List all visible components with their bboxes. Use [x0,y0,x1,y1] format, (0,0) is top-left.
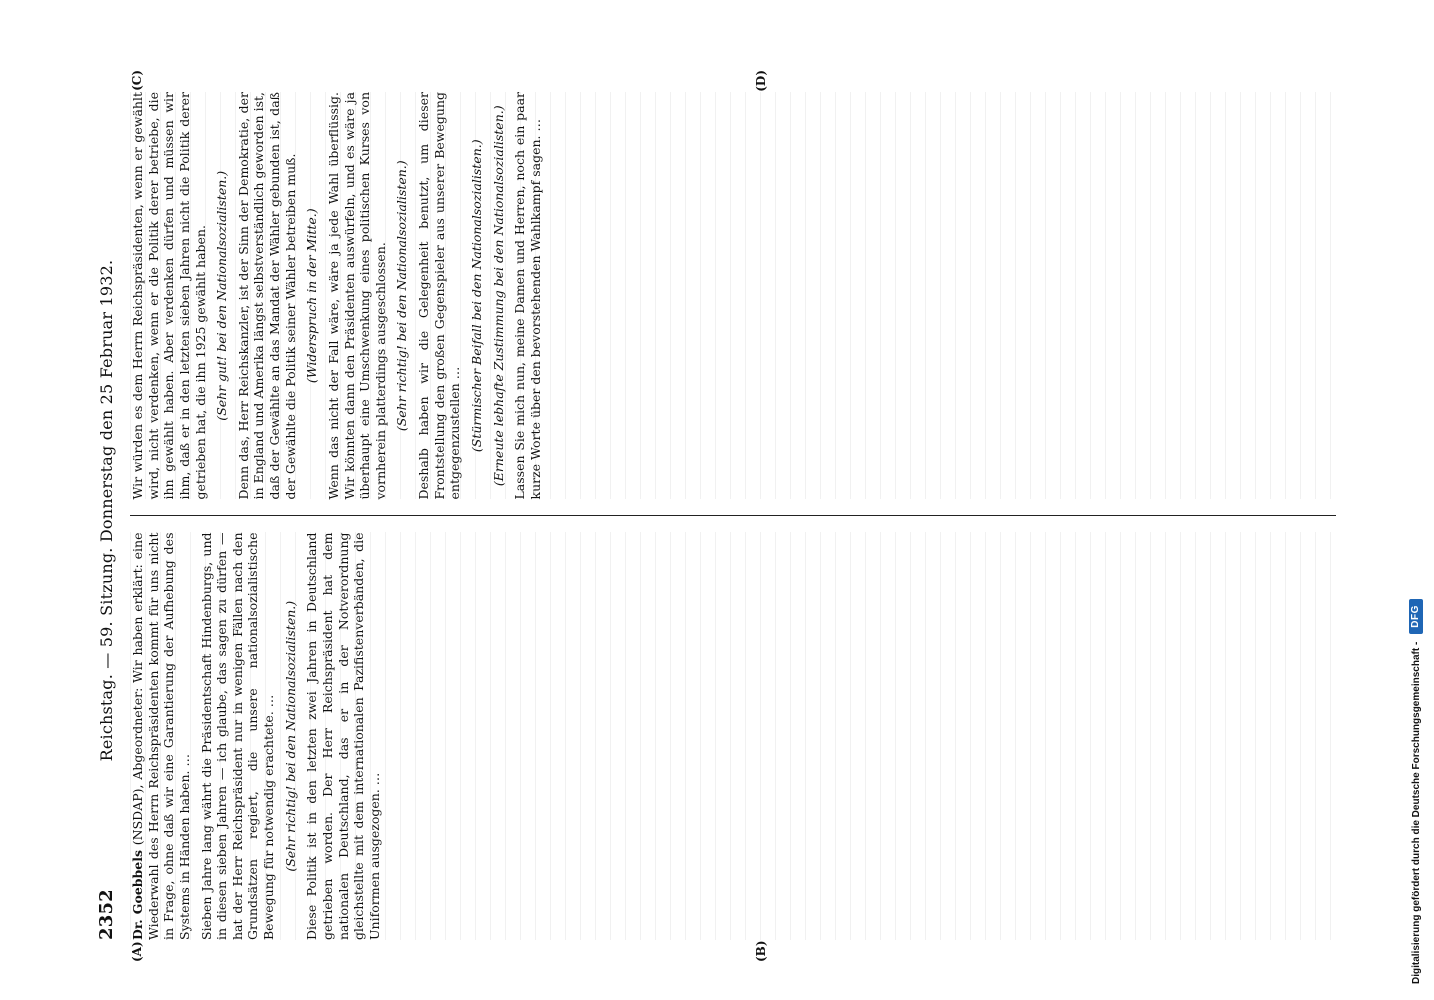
rotated-document [86,70,1336,962]
right-interjection-2 [304,92,320,500]
right-paragraph-3 [326,92,389,500]
dfg-badge: DFG [1409,599,1423,634]
right-interjection-1 [214,92,230,500]
interjection-text: (Widerspruch in der Mitte.) [304,208,320,384]
interjection-text: (Sehr richtig! bei den Nationalsozialisten.) [282,600,298,872]
two-column-body [130,70,1336,962]
left-column [130,532,1336,962]
dfg-notice-text: Digitalisierung gefördert durch die Deutsche Forschungsgemeinschaft - [1410,641,1422,984]
right-paragraph-4 [416,92,463,500]
interjection-text: (Sehr gut! bei den Nationalsozialisten.) [214,170,230,421]
paragraph-text: Lassen Sie mich nun, meine Damen und Herren, noch ein paar kurze Worte über den bevorstehenden Wahlkampf sagen. … [512,92,543,500]
interjection-text: (Sehr richtig! bei den Nationalsozialisten.) [394,160,410,432]
paragraph-text: Denn das, Herr Reichskanzler, ist der Sinn der Demokratie, der in England und Amerika längst selbstverständlich geworden ist, daß der Gewählte an das Mandat der Wähler gebunden ist, daß der Gewählte die Politik seiner Wähler betreiben muß. [235,92,298,500]
interjection-text: (Erneute lebhafte Zustimmung bei den Nationalsozialisten.) [490,105,506,487]
right-interjection-5 [491,92,507,500]
dfg-vertical-notice [1406,14,1426,984]
right-interjection-4 [469,92,485,500]
right-column [130,70,1336,500]
right-interjection-3 [394,92,410,500]
left-paragraph-2 [199,533,277,941]
speaker-name: Dr. Goebbels [130,850,145,940]
left-paragraph-3 [304,533,382,941]
margin-label-c: (C) [130,70,144,91]
right-paragraph-5 [512,92,543,500]
paragraph-text: Wenn das nicht der Fall wäre, wäre ja jede Wahl überflüssig. Wir könnten dann den Präsidenten auswürfeln, und es wäre ja überhaupt eine Umschwenkung eines politischen Kurses von vornherein platterdings ausgeschlossen. [325,92,388,500]
page-header [86,92,126,940]
page-number: 2352 [95,889,117,940]
margin-label-a: (A) [130,941,144,962]
paragraph-text: Wir würden es dem Herrn Reichspräsidenten, wenn er gewählt wird, nicht verdenken, wenn er die Politik derer betriebe, die ihn gewählt haben. Aber verdenken dürfen und müssen wir ihm, daß er in den letzten sieben Jahren nicht die Politik derer getrieben hat, die ihn 1925 gewählt haben. [130,92,208,500]
paragraph-text: Diese Politik ist in den letzten zwei Jahren in Deutschland getrieben worden. Der Herr Reichspräsident hat dem nationalen Deutschland, das er in der Notverordnung gleichstellte mit dem internationalen Pazifistenverbänden, die Uniformen ausgezogen. … [304,532,382,940]
dfg-vertical-inner [1406,14,1426,984]
margin-label-b: (B) [754,940,768,962]
interjection-text: (Stürmischer Beifall bei den Nationalsozialisten.) [468,139,484,453]
left-interjection [283,533,299,941]
right-paragraph-1 [130,92,208,500]
left-paragraph-1 [130,533,193,941]
paragraph-text: (NSDAP), Abgeordneter: Wir haben erklärt: eine Wiederwahl des Herrn Reichspräsidenten kommt für uns nicht in Frage, ohne daß wir eine Garantierung der Aufhebung des Systems in Händen haben. … [130,532,192,940]
paragraph-text: Sieben Jahre lang währt die Präsidentschaft Hindenburgs, und in diesen sieben Jahren — ich glaube, das sagen zu dürfen — hat der Herr Reichspräsident nur in wenigen Fällen nach den Grundsätzen regiert, die unsere nationalsozialistische Bewegung für notwendig erachtete. … [198,532,276,940]
rotated-document-frame [86,70,1336,962]
header-title: Reichstag. — 59. Sitzung. Donnerstag den 25 Februar 1932. [96,259,116,762]
column-divider [130,516,1336,517]
paragraph-text: Deshalb haben wir die Gelegenheit benutzt, um dieser Frontstellung den großen Gegenspieler aus unserer Bewegung entgegenzustellen … [416,92,463,500]
right-paragraph-2 [236,92,299,500]
margin-label-d: (D) [754,70,768,92]
